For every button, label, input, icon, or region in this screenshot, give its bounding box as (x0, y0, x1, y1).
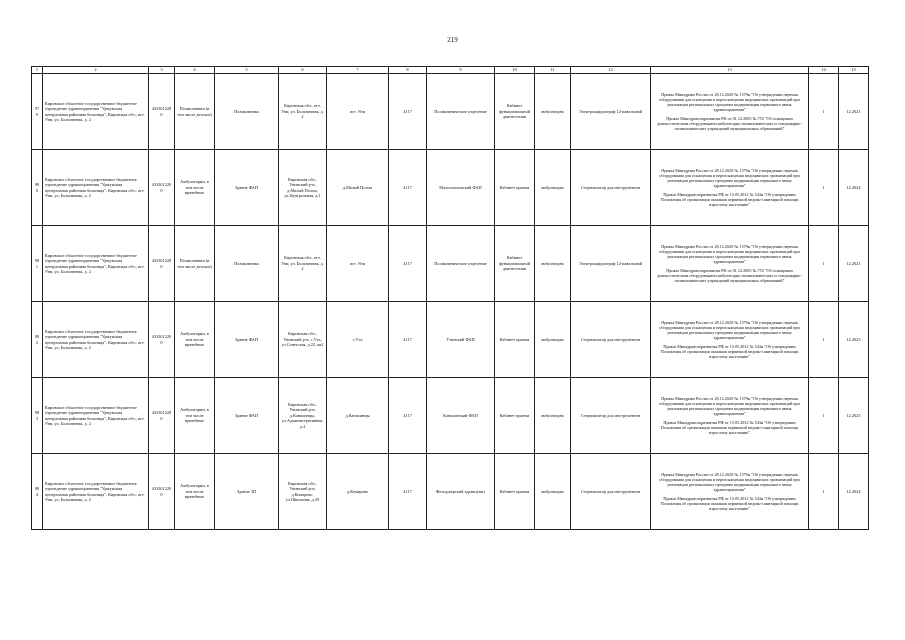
order-text: Приказ Минздрава России от 28.12.2020 № 1379н "Об утверждении перечня оборудования для оснащения и переоснащения медицинских организаций при реализации региональных программ модернизации первичного звена здравоохранения" (659, 319, 800, 341)
organization-cell: Кировское областное государственное бюджетное учреждение здравоохранения "Уржумская центральная районная больница", Кировская обл., пгт. Уни, ул. Больничная, д. 2 (43, 74, 149, 150)
equipment-cell: Стерилизатор для инструментов (571, 302, 651, 378)
unit-type-cell: Поликлиники (в том числе детские) (175, 74, 215, 150)
order-text: Приказ Минздравсоцразвития РФ от 15.05.2012 № 543н "Об утверждении Положения об организации оказания первичной медико-санитарной помощи взрослому населению" (660, 419, 799, 436)
care-cell: амбулаторно (535, 150, 571, 226)
room-cell: Кабинет приема (495, 150, 535, 226)
care-cell: амбулаторно (535, 74, 571, 150)
quantity-cell: 1 (809, 302, 839, 378)
building-cell: Здание ФАП (215, 302, 279, 378)
table-row (32, 226, 869, 302)
unit-type-cell: Амбулатории, в том числе врачебные (175, 150, 215, 226)
table-row (32, 302, 869, 378)
code2-cell: 4117 (389, 74, 427, 150)
equipment-cell: Электрокардиограф 12-канальный (571, 226, 651, 302)
date-cell: 12.2021 (839, 74, 869, 150)
col-header: 6 (279, 67, 327, 74)
header-row (32, 67, 869, 74)
room-cell: Кабинет приема (495, 378, 535, 454)
address-cell: Кировская обл., пгт. Уни, ул. Больничная, д. 2 (279, 226, 327, 302)
quantity-cell: 1 (809, 226, 839, 302)
building-cell: Поликлиника (215, 226, 279, 302)
room-cell: Кабинет функциональной диагностики (495, 74, 535, 150)
unit-type-cell: Амбулатории, в том числе врачебные (175, 378, 215, 454)
care-cell: амбулаторно (535, 454, 571, 530)
locality-cell: пгт. Уни (327, 226, 389, 302)
table-row (32, 378, 869, 454)
col-header: 10 (495, 67, 535, 74)
order-text: Приказ Минздравсоцразвития РФ от 01.12.2005 № 753 "Об оснащении диагностическим оборудованием амбулаторно-поликлинических и стационарно-поликлинических учреждений муниципальных образований" (657, 115, 802, 132)
table-row (32, 74, 869, 150)
order-text: Приказ Минздравсоцразвития РФ от 15.05.2012 № 543н "Об утверждении Положения об организации оказания первичной медико-санитарной помощи взрослому населению" (660, 495, 799, 512)
col-header: 2 (43, 67, 149, 74)
col-header: 14 (809, 67, 839, 74)
orders-cell (651, 378, 809, 454)
organization-cell: Кировское областное государственное бюджетное учреждение здравоохранения "Уржумская центральная районная больница", Кировская обл., пгт. Уни, ул. Больничная, д. 2 (43, 454, 149, 530)
locality-cell: д.Малый Полом (327, 150, 389, 226)
address-cell: Кировская обл., Унинский р-н, д.Малый Полом, ул.Центральная, д.1 (279, 150, 327, 226)
code2-cell: 4117 (389, 226, 427, 302)
organization-cell: Кировское областное государственное бюджетное учреждение здравоохранения "Уржумская центральная районная больница", Кировская обл., пгт. Уни, ул. Больничная, д. 2 (43, 226, 149, 302)
room-cell: Кабинет приема (495, 302, 535, 378)
col-header: 1 (32, 67, 43, 74)
date-cell: 12.2021 (839, 226, 869, 302)
quantity-cell: 1 (809, 74, 839, 150)
date-cell: 12.2023 (839, 302, 869, 378)
code-cell: 4333012200 (149, 226, 175, 302)
care-cell: амбулаторно (535, 378, 571, 454)
order-text: Приказ Минздрава России от 28.12.2020 № 1379н "Об утверждении перечня оборудования для оснащения и переоснащения медицинских организаций при реализации региональных программ модернизации первичного звена здравоохранения" (659, 243, 800, 265)
row-number: 979 (32, 74, 43, 150)
building-cell: Здание ЗП (215, 454, 279, 530)
date-cell: 12.2024 (839, 150, 869, 226)
date-cell: 12.2025 (839, 378, 869, 454)
col-header: 7 (327, 67, 389, 74)
orders-cell (651, 150, 809, 226)
code2-cell: 4117 (389, 378, 427, 454)
table-row (32, 454, 869, 530)
col-header: 8 (389, 67, 427, 74)
equipment-cell: Стерилизатор для инструментов (571, 454, 651, 530)
orders-cell (651, 74, 809, 150)
building-cell: Здание ФАП (215, 378, 279, 454)
department-cell: Поликлиническое отделение (427, 74, 495, 150)
unit-type-cell: Амбулатории, в том числе врачебные (175, 454, 215, 530)
col-header: 12 (571, 67, 651, 74)
building-cell: Поликлиника (215, 74, 279, 150)
code2-cell: 4117 (389, 302, 427, 378)
col-header: 13 (651, 67, 809, 74)
row-number: 983 (32, 378, 43, 454)
date-cell: 12.2024 (839, 454, 869, 530)
equipment-cell: Стерилизатор для инструментов (571, 378, 651, 454)
row-number: 982 (32, 302, 43, 378)
code-cell: 4333012200 (149, 454, 175, 530)
equipment-cell: Стерилизатор для инструментов (571, 150, 651, 226)
order-text: Приказ Минздрава России от 28.12.2020 № 1379н "Об утверждении перечня оборудования для оснащения и переоснащения медицинских организаций при реализации региональных программ модернизации первичного звена здравоохранения" (659, 395, 800, 417)
address-cell: Кировская обл., Унинский р-н, д.Канахинцы, ул.Административная, д.4 (279, 378, 327, 454)
address-cell: Кировская обл., Унинский р-н, д.Комарово, ул.Школьная, д.59 (279, 454, 327, 530)
order-text: Приказ Минздравсоцразвития РФ от 15.05.2012 № 543н "Об утверждении Положения об организации оказания первичной медико-санитарной помощи взрослому населению" (660, 343, 799, 360)
order-text: Приказ Минздравсоцразвития РФ от 15.05.2012 № 543н "Об утверждении Положения об организации оказания первичной медико-санитарной помощи взрослому населению" (660, 191, 799, 208)
unit-type-cell: Амбулатории, в том числе врачебные (175, 302, 215, 378)
col-header: 15 (839, 67, 869, 74)
organization-cell: Кировское областное государственное бюджетное учреждение здравоохранения "Уржумская центральная районная больница", Кировская обл., пгт. Уни, ул. Больничная, д. 2 (43, 378, 149, 454)
organization-cell: Кировское областное государственное бюджетное учреждение здравоохранения "Уржумская центральная районная больница", Кировская обл., пгт. Уни, ул. Больничная, д. 2 (43, 302, 149, 378)
address-cell: Кировская обл., Унинский р-н, с.Уть, ул.Советская, д.22, кв2 (279, 302, 327, 378)
row-number: 981 (32, 226, 43, 302)
order-text: Приказ Минздравсоцразвития РФ от 01.12.2005 № 753 "Об оснащении диагностическим оборудованием амбулаторно-поликлинических и стационарно-поликлинических учреждений муниципальных образований" (657, 267, 802, 284)
department-cell: Фельдшерский здравпункт (427, 454, 495, 530)
row-number: 984 (32, 454, 43, 530)
col-header: 9 (427, 67, 495, 74)
locality-cell: д.Канахинцы (327, 378, 389, 454)
col-header: 4 (175, 67, 215, 74)
locality-cell: д.Комарово (327, 454, 389, 530)
department-cell: Малопоаломский ФАП (427, 150, 495, 226)
code2-cell: 4117 (389, 150, 427, 226)
code2-cell: 4117 (389, 454, 427, 530)
locality-cell: с.Уть (327, 302, 389, 378)
quantity-cell: 1 (809, 378, 839, 454)
code-cell: 4333012200 (149, 302, 175, 378)
organization-cell: Кировское областное государственное бюджетное учреждение здравоохранения "Уржумская центральная районная больница", Кировская обл., пгт. Уни, ул. Больничная, д. 2 (43, 150, 149, 226)
col-header: 11 (535, 67, 571, 74)
order-text: Приказ Минздрава России от 28.12.2020 № 1379н "Об утверждении перечня оборудования для оснащения и переоснащения медицинских организаций при реализации региональных программ модернизации первичного звена здравоохранения" (659, 91, 800, 113)
quantity-cell: 1 (809, 150, 839, 226)
room-cell: Кабинет функциональной диагностики (495, 226, 535, 302)
order-text: Приказ Минздрава России от 28.12.2020 № 1379н "Об утверждении перечня оборудования для оснащения и переоснащения медицинских организаций при реализации региональных программ модернизации первичного звена здравоохранения" (659, 167, 800, 189)
row-number: 980 (32, 150, 43, 226)
page-number: 219 (447, 36, 458, 44)
locality-cell: пгт. Уни (327, 74, 389, 150)
col-header: 3 (149, 67, 175, 74)
code-cell: 4333012200 (149, 378, 175, 454)
equipment-cell: Электрокардиограф 12-канальный (571, 74, 651, 150)
orders-cell (651, 454, 809, 530)
orders-cell (651, 226, 809, 302)
unit-type-cell: Поликлиники (в том числе детские) (175, 226, 215, 302)
building-cell: Здание ФАП (215, 150, 279, 226)
code-cell: 4333012200 (149, 74, 175, 150)
room-cell: Кабинет приема (495, 454, 535, 530)
department-cell: Утинский ФАП (427, 302, 495, 378)
department-cell: Канахинский ФАП (427, 378, 495, 454)
orders-cell (651, 302, 809, 378)
equipment-table (31, 66, 869, 530)
quantity-cell: 1 (809, 454, 839, 530)
table-row (32, 150, 869, 226)
code-cell: 4333012200 (149, 150, 175, 226)
order-text: Приказ Минздрава России от 28.12.2020 № 1379н "Об утверждении перечня оборудования для оснащения и переоснащения медицинских организаций при реализации региональных программ модернизации первичного звена здравоохранения" (659, 471, 800, 493)
care-cell: амбулаторно (535, 302, 571, 378)
col-header: 5 (215, 67, 279, 74)
address-cell: Кировская обл., пгт. Уни, ул. Больничная, д. 2 (279, 74, 327, 150)
care-cell: амбулаторно (535, 226, 571, 302)
department-cell: Поликлиническое отделение (427, 226, 495, 302)
